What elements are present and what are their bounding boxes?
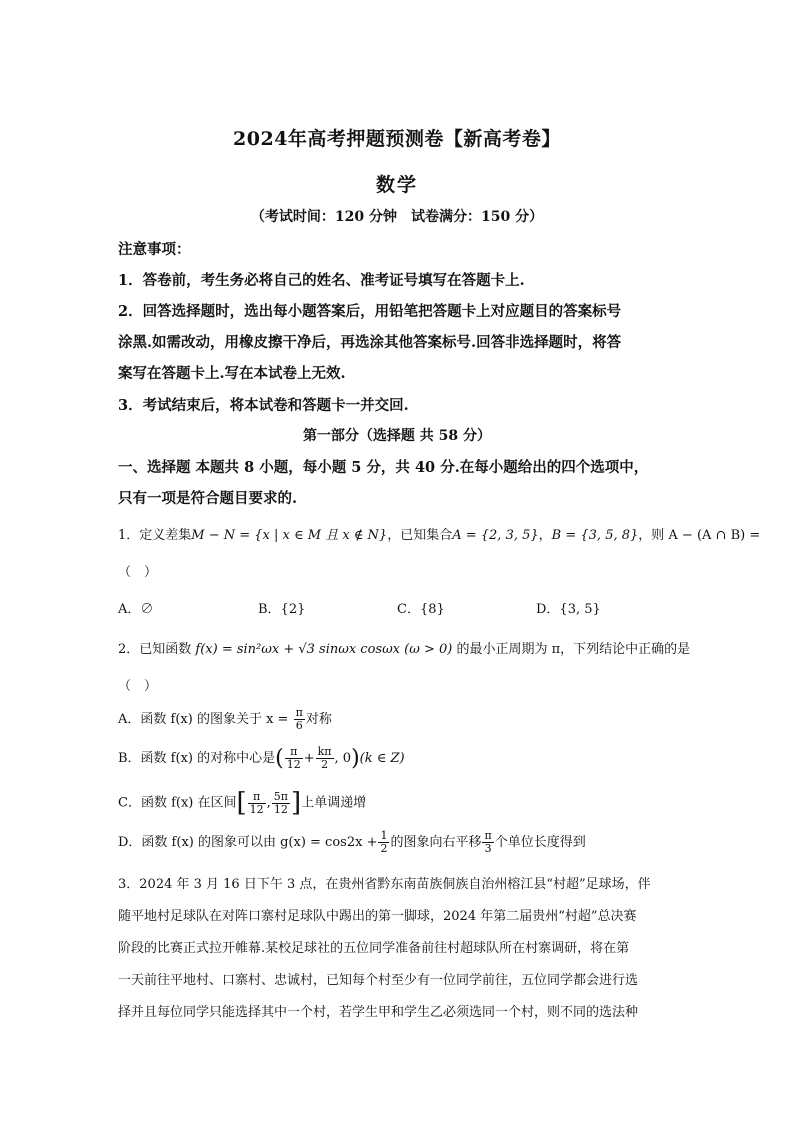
q2-option-c	[118, 788, 366, 818]
q1-comma: ，	[538, 528, 552, 543]
q1-option-b: B．{2}	[258, 602, 306, 617]
q2-option-b-fraction-2: $\frac{k\pi}{2}$	[317, 745, 332, 771]
q2-option-d-suffix: 个单位长度得到	[494, 835, 586, 850]
notes-heading: 注意事项：	[118, 241, 191, 258]
q2-option-d-fraction-1: $\frac{1}{2}$	[380, 829, 388, 855]
q1-option-d: D．{3, 5}	[536, 602, 601, 617]
q2-option-c-fraction-2: $\frac{5\pi}{12}$	[273, 789, 289, 816]
q2-option-b-left-paren: (	[275, 746, 284, 771]
time-info: （考试时间：120 分钟 试卷满分：150 分）	[250, 209, 544, 225]
q1-ask: ，则 A − (A ∩ B) =	[638, 528, 761, 543]
q2-option-b-text: B．函数 f(x) 的对称中心是	[118, 751, 276, 766]
q2-option-d-mid: 的图象向右平移	[390, 835, 482, 850]
q2-option-c-comma: ,	[266, 795, 271, 811]
note-2-line-3: 案写在答题卡上.写在本试卷上无效.	[118, 365, 346, 382]
note-1: 1．答卷前，考生务必将自己的姓名、准考证号填写在答题卡上.	[118, 272, 525, 289]
note-2-line-1: 2．回答选择题时，选出每小题答案后，用铅笔把答题卡上对应题目的答案标号	[118, 303, 622, 320]
q2-option-b-plus: +	[303, 751, 315, 766]
q1-definition: M − N = {x | x ∈ M 且 x ∉ N}	[191, 528, 388, 543]
q1-option-a: A．∅	[118, 602, 154, 617]
q2-suffix: 的最小正周期为 π，下列结论中正确的是	[452, 642, 691, 657]
section-instructions-line-2: 只有一项是符合题目要求的.	[118, 490, 298, 507]
q1-prefix: 1．定义差集	[118, 528, 192, 543]
subject-title: 数学	[375, 174, 418, 196]
q2-option-c-suffix: 上单调递增	[301, 795, 367, 811]
q3-line-2: 随平地村足球队在对阵口寨村足球队中踢出的第一脚球，2024 年第二届贵州“村超”总决赛	[118, 909, 637, 924]
q3-line-3: 阶段的比赛正式拉开帷幕.某校足球社的五位同学准备前往村超球队所在村寨调研，将在第	[118, 941, 630, 956]
q2-option-b-right-paren: )	[351, 746, 360, 771]
note-3: 3．考试结束后，将本试卷和答题卡一并交回.	[118, 397, 409, 414]
q3-line-4: 一天前往平地村、口寨村、忠诚村，已知每个村至少有一位同学前往，五位同学都会进行选	[118, 973, 639, 988]
question-1-stem	[118, 524, 760, 543]
q2-option-b-tail: , 0	[334, 751, 352, 766]
q2-option-a-text: A．函数 f(x) 的图象关于 x =	[118, 712, 289, 727]
q2-option-c-left-bracket: [	[236, 788, 247, 818]
exam-title: 2024年高考押题预测卷【新高考卷】	[233, 128, 561, 150]
section-instructions-line-1: 一、选择题 本题共 8 小题，每小题 5 分，共 40 分.在每小题给出的四个选项中，	[118, 459, 649, 476]
q1-mid: ，已知集合	[387, 528, 453, 543]
q2-answer-paren: （ ）	[118, 679, 158, 694]
q2-option-c-fraction-1: $\frac{\pi}{12}$	[249, 789, 264, 816]
q1-option-c: C．{8}	[397, 602, 445, 617]
q2-option-c-right-bracket: ]	[291, 788, 302, 818]
note-2-line-2: 涂黑.如需改动，用橡皮擦干净后，再选涂其他答案标号.回答非选择题时，将答	[118, 334, 622, 351]
q2-option-b-fraction-1: $\frac{\pi}{12}$	[286, 745, 301, 771]
q1-set-a: A = {2, 3, 5}	[452, 528, 539, 543]
q2-option-a	[118, 707, 332, 732]
q2-option-d-fraction-2: $\frac{\pi}{3}$	[484, 829, 492, 855]
q2-option-c-text: C．函数 f(x) 在区间	[118, 795, 237, 811]
q1-answer-paren: （ ）	[118, 565, 158, 580]
q3-line-5: 择并且每位同学只能选择其中一个村，若学生甲和学生乙必须选同一个村，则不同的选法种	[118, 1005, 639, 1020]
q2-option-a-suffix: 对称	[305, 712, 332, 727]
part1-heading: 第一部分（选择题 共 58 分）	[302, 428, 492, 444]
q2-option-d	[118, 830, 586, 855]
q2-option-d-text: D．函数 f(x) 的图象可以由 g(x) = cos2x +	[118, 835, 378, 850]
q2-option-b-suffix: (k ∈ Z)	[359, 751, 405, 766]
q2-prefix: 2．已知函数	[118, 642, 196, 657]
q2-option-a-fraction: $\frac{\pi}{6}$	[295, 706, 303, 732]
question-2-stem	[118, 638, 690, 657]
q1-set-b: B = {3, 5, 8}	[551, 528, 639, 543]
q2-option-b	[118, 746, 405, 771]
q3-line-1: 3．2024 年 3 月 16 日下午 3 点，在贵州省黔东南苗族侗族自治州榕江县“村超”足球场，伴	[118, 877, 651, 892]
q2-function: f(x) = sin²ωx + √3 sinωx cosωx (ω > 0)	[195, 642, 453, 657]
